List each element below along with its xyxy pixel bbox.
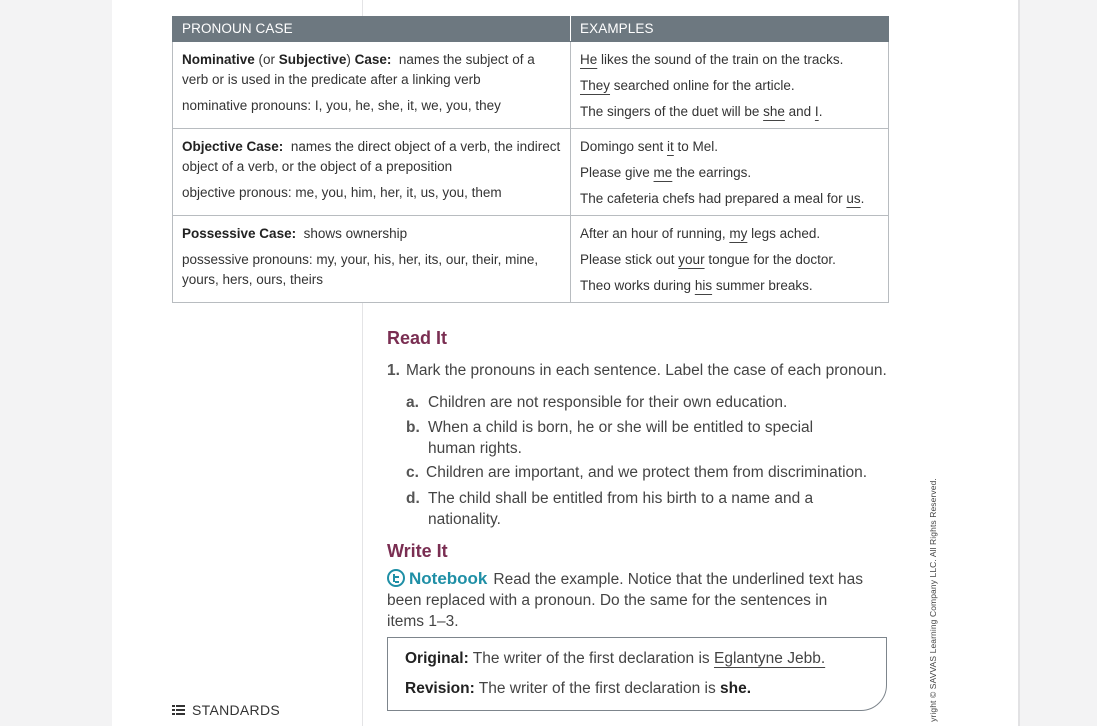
examples-cell [571, 216, 889, 303]
item-text: When a child is born, he or she will be entitled to special [428, 419, 814, 436]
item-text-continued: human rights. [428, 440, 522, 457]
example-text: searched online for the article. [610, 78, 795, 93]
definition-text: names the subject of a verb or is used in the predicate after a linking verb [182, 52, 535, 87]
paren-text: (or [254, 52, 279, 67]
case-name: Possessive Case: [182, 226, 297, 241]
underlined-pronoun: it [667, 139, 674, 154]
pronoun-list: possessive pronouns: my, your, his, her, its, our, their, mine, yours, hers, ours, theirs [182, 252, 539, 287]
list-item [406, 488, 886, 530]
example-text: Theo works during [580, 278, 695, 293]
header-examples: EXAMPLES [571, 17, 889, 42]
item-letter: c. [406, 464, 419, 481]
question-number: 1. [387, 362, 400, 379]
example-sentence [580, 189, 879, 209]
item-text: The child shall be entitled from his birth to a name and a [428, 490, 814, 507]
definition-text: shows ownership [303, 226, 408, 241]
original-text: The writer of the first declaration is [472, 650, 714, 667]
table-row [173, 42, 889, 129]
case-cell [173, 216, 571, 303]
read-it-heading: Read It [387, 328, 448, 348]
example-text: legs ached. [747, 226, 821, 241]
case-name: Objective Case: [182, 139, 284, 154]
underlined-pronoun: us [846, 191, 861, 206]
list-item [406, 462, 886, 483]
example-text: Please give [580, 165, 654, 180]
example-sentence [580, 276, 879, 296]
underlined-pronoun: my [729, 226, 748, 241]
paren-text: ) [346, 52, 355, 67]
pronoun-list: nominative pronouns: I, you, he, she, it, we, you, they [182, 98, 501, 113]
example-text: . [860, 191, 865, 206]
standards-label: STANDARDS [192, 702, 281, 718]
instructions-text: Read the example. Notice that the underlined text has been replaced with a pronoun. Do the same for the sentences in items 1–3. [387, 571, 864, 630]
item-text-continued: nationality. [428, 511, 501, 528]
notebook-label: Notebook [409, 569, 488, 588]
case-cell [173, 129, 571, 216]
original-sentence [405, 650, 825, 668]
item-text: Children are important, and we protect them from discrimination. [426, 464, 868, 481]
pronoun-case-table [172, 16, 889, 303]
case-definition [182, 137, 561, 177]
table-row [173, 129, 889, 216]
underlined-pronoun: his [694, 278, 713, 293]
original-label: Original: [405, 650, 469, 667]
header-pronoun-case: PRONOUN CASE [173, 17, 571, 42]
example-sentence [580, 76, 879, 96]
item-letter: d. [406, 490, 420, 507]
underlined-pronoun: me [653, 165, 673, 180]
original-underlined: Eglantyne Jebb. [713, 650, 826, 667]
example-sentence [580, 224, 879, 244]
list-icon [172, 705, 185, 716]
item-letter: a. [406, 394, 419, 411]
example-box [387, 637, 887, 711]
example-text: summer breaks. [712, 278, 813, 293]
example-sentence [580, 163, 879, 183]
pronoun-list: objective pronous: me, you, him, her, it, us, you, them [182, 185, 502, 200]
example-sentence [580, 102, 879, 122]
example-text: . [818, 104, 823, 119]
case-definition [182, 224, 561, 244]
example-sentence [580, 250, 879, 270]
example-text: to Mel. [673, 139, 719, 154]
case-definition [182, 50, 561, 90]
case-cell [173, 42, 571, 129]
list-item [406, 417, 886, 459]
underlined-pronoun: He [580, 52, 598, 67]
example-text: After an hour of running, [580, 226, 730, 241]
example-text: likes the sound of the train on the tracks. [597, 52, 844, 67]
example-text: and [784, 104, 815, 119]
case-word: Case: [354, 52, 392, 67]
example-text: Please stick out [580, 252, 679, 267]
question-1 [387, 362, 887, 380]
page-edge [1018, 0, 1020, 726]
notebook-icon [387, 569, 405, 587]
notebook-instructions [387, 568, 867, 632]
example-text: tongue for the doctor. [704, 252, 836, 267]
item-letter: b. [406, 419, 420, 436]
example-sentence [580, 137, 879, 157]
example-text: the earrings. [672, 165, 752, 180]
copyright-text: yright © SAVVAS Learning Company LLC. All Rights Reserved. [928, 478, 938, 722]
example-sentence [580, 50, 879, 70]
write-it-heading: Write It [387, 541, 448, 561]
item-text: Children are not responsible for their own education. [428, 394, 788, 411]
underlined-pronoun: They [580, 78, 611, 93]
underlined-pronoun: I [814, 104, 819, 119]
revision-sentence [405, 680, 751, 698]
examples-cell [571, 129, 889, 216]
definition-text: names the direct object of a verb, the indirect object of a verb, or the object of a preposition [182, 139, 561, 174]
example-text: The singers of the duet will be [580, 104, 764, 119]
table-row [173, 216, 889, 303]
question-text: Mark the pronouns in each sentence. Label the case of each pronoun. [405, 362, 887, 379]
case-name: Nominative [182, 52, 255, 67]
list-item [406, 392, 886, 413]
standards-link[interactable] [172, 702, 280, 718]
revision-label: Revision: [405, 680, 475, 697]
revision-pronoun: she. [720, 680, 752, 697]
revision-text: The writer of the first declaration is [478, 680, 721, 697]
example-text: The cafeteria chefs had prepared a meal for [580, 191, 847, 206]
case-alt-name: Subjective [278, 52, 347, 67]
underlined-pronoun: your [678, 252, 705, 267]
underlined-pronoun: she [763, 104, 785, 119]
examples-cell [571, 42, 889, 129]
table-header-row [173, 17, 889, 42]
example-text: Domingo sent [580, 139, 668, 154]
